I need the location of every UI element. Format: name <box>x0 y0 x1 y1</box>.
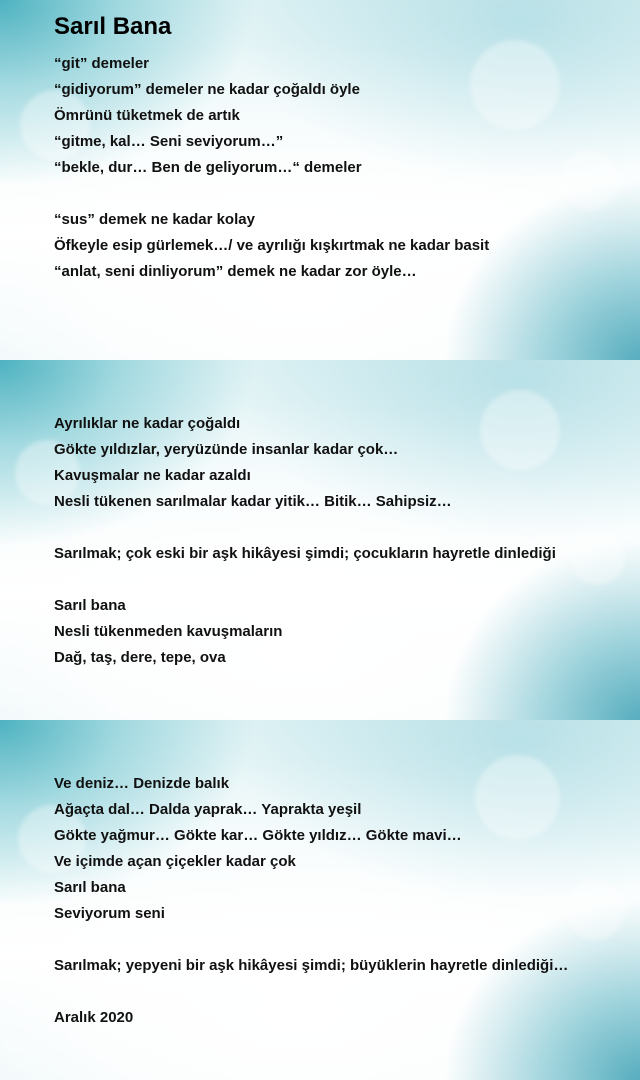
bokeh-light <box>560 150 620 210</box>
poem-line: “gitme, kal… Seni seviyorum…” <box>54 133 284 150</box>
stanza-1 <box>54 51 362 181</box>
poem-line: Sarılmak; yepyeni bir aşk hikâyesi şimdi; büyüklerin hayretle dinlediği… <box>54 957 569 974</box>
poem-panel-1 <box>0 0 640 360</box>
bokeh-light <box>570 530 625 585</box>
poem-line: Ağaçta dal… Dalda yaprak… Yaprakta yeşil <box>54 801 362 818</box>
poem-line: Sarılmak; çok eski bir aşk hikâyesi şimdi; çocukların hayretle dinlediği <box>54 545 556 562</box>
stanza-3 <box>54 411 452 515</box>
poem-line: Sarıl bana <box>54 597 126 614</box>
bokeh-light <box>470 40 560 130</box>
stanza-6 <box>54 771 462 927</box>
poem-line: Ve deniz… Denizde balık <box>54 775 230 792</box>
poem-line: Ve içimde açan çiçekler kadar çok <box>54 853 296 870</box>
bokeh-light <box>565 880 625 940</box>
poem-title: Sarıl Bana <box>54 13 172 40</box>
poem-line: Seviyorum seni <box>54 905 165 922</box>
poem-line: Ömrünü tüketmek de artık <box>54 107 240 124</box>
poem-line: “anlat, seni dinliyorum” demek ne kadar zor öyle… <box>54 263 417 280</box>
poem-line: Nesli tükenmeden kavuşmaların <box>54 623 283 640</box>
poem-line: Gökte yağmur… Gökte kar… Gökte yıldız… Gökte mavi… <box>54 827 462 844</box>
stanza-7 <box>54 953 568 979</box>
poem-panel-3 <box>0 720 640 1080</box>
poem-line: Gökte yıldızlar, yeryüzünde insanlar kadar çok… <box>54 441 399 458</box>
stanza-4 <box>54 541 556 567</box>
poem-line: “sus” demek ne kadar kolay <box>54 211 255 228</box>
poem-panel-2 <box>0 360 640 720</box>
poem-line: Dağ, taş, dere, tepe, ova <box>54 649 226 666</box>
poem-line: Sarıl bana <box>54 879 126 896</box>
poem-line: “bekle, dur… Ben de geliyorum…“ demeler <box>54 159 362 176</box>
poem-line: Öfkeyle esip gürlemek…/ ve ayrılığı kışkırtmak ne kadar basit <box>54 237 490 254</box>
stanza-5 <box>54 593 282 671</box>
bokeh-light <box>475 755 560 840</box>
poem-line: “git” demeler <box>54 55 150 72</box>
poem-date: Aralık 2020 <box>54 1009 134 1026</box>
poem-line: Ayrılıklar ne kadar çoğaldı <box>54 415 241 432</box>
poem-line: Kavuşmalar ne kadar azaldı <box>54 467 251 484</box>
poem-line: “gidiyorum” demeler ne kadar çoğaldı öyle <box>54 81 360 98</box>
stanza-2 <box>54 207 489 285</box>
bokeh-light <box>480 390 560 470</box>
poem-date-block <box>54 1005 133 1031</box>
poem-line: Nesli tükenen sarılmalar kadar yitik… Bitik… Sahipsiz… <box>54 493 452 510</box>
